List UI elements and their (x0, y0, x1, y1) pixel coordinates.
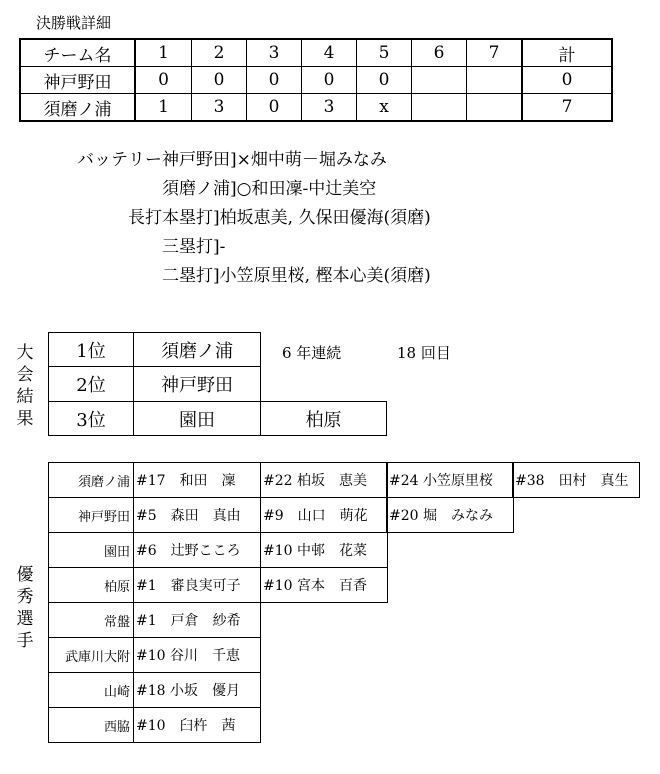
header-total: 計 (522, 39, 612, 67)
detail-line (62, 175, 431, 204)
scoreboard-row-suma (20, 94, 612, 122)
results-label (16, 342, 34, 430)
player-team: 山崎 (48, 672, 134, 708)
detail-label (62, 233, 162, 262)
header-inning-4: 4 (302, 39, 357, 67)
player-entry: #5 森田 真由 (133, 497, 261, 533)
player-team: 園田 (48, 532, 134, 568)
player-team: 常盤 (48, 602, 134, 638)
detail-text: 本塁打]柏坂恵美, 久保田優海(須磨) (162, 208, 431, 228)
results-label-text: 大 会 結 果 (16, 343, 34, 429)
rank-1: 1位 (48, 332, 134, 367)
rank-2-team: 神戸野田 (133, 366, 261, 402)
player-team: 須磨ノ浦 (48, 462, 134, 498)
row2-team: 須磨ノ浦 (20, 94, 135, 122)
player-team: 柏原 (48, 567, 134, 603)
row2-inning-1: 1 (135, 94, 192, 122)
row2-inning-3: 0 (247, 94, 302, 122)
player-team: 神戸野田 (48, 497, 134, 533)
player-entry: #24 小笠原里桜 (386, 462, 514, 498)
header-team: チーム名 (20, 39, 135, 67)
scoreboard-table (19, 38, 613, 122)
row1-inning-7 (467, 67, 523, 94)
row1-total: 0 (522, 67, 612, 94)
player-entry: #10 谷川 千恵 (133, 637, 261, 673)
rank-3-team-b: 柏原 (260, 401, 387, 436)
detail-text: 神戸野田]×畑中萌－堀みなみ (162, 150, 387, 170)
row2-inning-6 (412, 94, 467, 122)
players-label (16, 564, 34, 652)
player-entry: #10 臼杵 茜 (133, 707, 261, 743)
detail-line (62, 262, 431, 291)
player-entry: #10 中邨 花菜 (260, 532, 388, 568)
row2-total: 7 (522, 94, 612, 122)
header-inning-2: 2 (192, 39, 247, 67)
row1-inning-6 (412, 67, 467, 94)
row1-team: 神戸野田 (20, 67, 135, 94)
player-entry: #9 山口 萌花 (260, 497, 388, 533)
detail-label: 長打 (128, 208, 162, 228)
detail-text: 三塁打]- (162, 237, 226, 257)
player-entry: #17 和田 凜 (133, 462, 261, 498)
streak-text: 6 年連続 (282, 344, 342, 362)
scoreboard-row-kobe (20, 67, 612, 94)
row2-inning-5: x (357, 94, 412, 122)
rank-1-team: 須磨ノ浦 (133, 332, 261, 367)
player-entry: #20 堀 みなみ (386, 497, 514, 533)
row2-inning-7 (467, 94, 523, 122)
header-inning-1: 1 (135, 39, 192, 67)
rank-2: 2位 (48, 366, 134, 402)
player-entry: #10 宮本 百香 (260, 567, 388, 603)
players-label-text: 優 秀 選 手 (16, 565, 34, 651)
header-inning-3: 3 (247, 39, 302, 67)
player-team: 西脇 (48, 707, 134, 743)
page-title: 決勝戦詳細 (36, 14, 112, 32)
row1-inning-3: 0 (247, 67, 302, 94)
detail-line (62, 204, 431, 233)
header-inning-7: 7 (467, 39, 523, 67)
row1-inning-2: 0 (192, 67, 247, 94)
row1-inning-5: 0 (357, 67, 412, 94)
game-details (62, 146, 431, 291)
player-entry: #38 田村 真生 (512, 462, 640, 498)
detail-line (62, 233, 431, 262)
row2-inning-2: 3 (192, 94, 247, 122)
scoreboard-header-row (20, 39, 612, 67)
row1-inning-4: 0 (302, 67, 357, 94)
detail-text: 須磨ノ浦]○和田凜-中辻美空 (162, 179, 377, 199)
header-inning-5: 5 (357, 39, 412, 67)
player-team: 武庫川大附 (48, 637, 134, 673)
player-entry: #18 小坂 優月 (133, 672, 261, 708)
detail-line (62, 146, 431, 175)
count-text: 18 回目 (397, 344, 451, 362)
player-entry: #6 辻野こころ (133, 532, 261, 568)
detail-text: 二塁打]小笠原里桜, 樫本心美(須磨) (162, 266, 431, 286)
detail-label: バッテリー (77, 150, 162, 170)
player-entry: #1 戸倉 紗希 (133, 602, 261, 638)
rank-3: 3位 (48, 401, 134, 436)
detail-label (62, 175, 162, 204)
rank-3-team-a: 園田 (133, 401, 261, 436)
player-entry: #22 柏坂 恵美 (260, 462, 388, 498)
row1-inning-1: 0 (135, 67, 192, 94)
detail-label (62, 262, 162, 291)
row2-inning-4: 3 (302, 94, 357, 122)
player-entry: #1 審良実可子 (133, 567, 261, 603)
header-inning-6: 6 (412, 39, 467, 67)
